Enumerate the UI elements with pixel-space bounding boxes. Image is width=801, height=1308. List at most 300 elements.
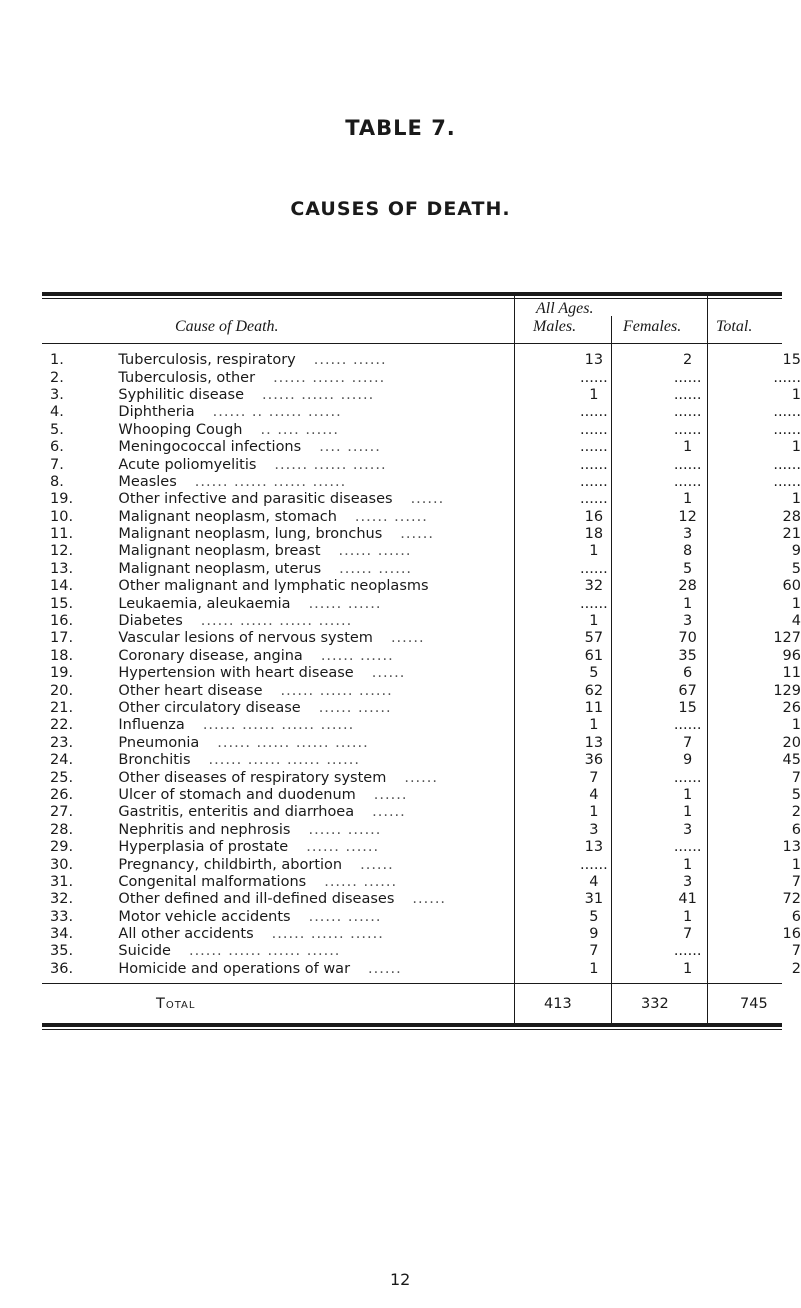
row-cause-label: Diabetes (118, 613, 183, 630)
row-cause-label: Coronary disease, angina (118, 647, 303, 664)
row-number: 5. (50, 421, 64, 438)
row-cause (118, 926, 546, 943)
row-cause-label: Hypertension with heart disease (118, 665, 354, 682)
row-males: 57 (584, 630, 604, 647)
row-males: ...... (580, 421, 608, 438)
row-total: 4 (791, 613, 801, 630)
row-cause-label: Leukaemia, aleukaemia (118, 595, 291, 612)
row-cause-label: Other heart disease (118, 682, 263, 699)
row-cause (118, 682, 546, 699)
table-row (44, 578, 801, 595)
table-row (44, 595, 801, 612)
row-cause (118, 874, 546, 891)
row-total: 5 (791, 786, 801, 803)
row-number: 16. (50, 613, 74, 630)
row-total: 5 (791, 560, 801, 577)
row-males: ...... (580, 404, 608, 421)
row-females: ...... (673, 456, 702, 473)
table-row (44, 422, 801, 439)
row-total: 2 (791, 804, 801, 821)
row-males: 36 (584, 752, 604, 769)
row-cause-label: Syphilitic disease (118, 386, 245, 403)
row-males: 3 (589, 821, 599, 838)
row-cause-label: Measles (118, 473, 177, 490)
row-cause-label: Pregnancy, childbirth, abortion (118, 856, 343, 873)
row-total: 28 (782, 508, 801, 525)
row-males: ...... (580, 560, 608, 577)
table-row (44, 682, 801, 699)
row-total: ...... (773, 456, 801, 473)
table-row (44, 891, 801, 908)
row-females: 1 (683, 786, 693, 803)
row-cause (118, 804, 546, 821)
row-cause (118, 526, 546, 543)
row-cause (118, 543, 546, 560)
row-males: 5 (589, 665, 599, 682)
row-females: 8 (683, 543, 693, 560)
row-leader-dots: ...... (410, 491, 445, 508)
row-males: 62 (584, 682, 604, 699)
bottom-rule (42, 1023, 782, 1027)
top-rule (42, 292, 782, 296)
row-females: 70 (678, 630, 697, 647)
row-males: 4 (589, 873, 599, 890)
row-females: 5 (683, 560, 693, 577)
causes-table (44, 352, 801, 978)
row-number: 15. (50, 595, 74, 612)
row-number: 27. (50, 804, 74, 821)
row-leader-dots: ...... ...... ...... (262, 386, 375, 403)
row-leader-dots: ...... .. ...... ...... (212, 404, 342, 421)
row-cause-label: Other infective and parasitic diseases (118, 491, 393, 508)
row-total: 127 (773, 630, 801, 647)
row-cause (118, 439, 546, 456)
row-leader-dots: ...... ...... ...... ...... (194, 473, 347, 490)
row-number: 4. (50, 404, 64, 421)
row-females: 9 (683, 752, 693, 769)
row-total: 1 (791, 856, 801, 873)
row-cause (118, 822, 546, 839)
row-females: 67 (678, 682, 697, 699)
row-leader-dots: ...... (404, 769, 438, 786)
row-number: 21. (50, 700, 74, 716)
row-males: 11 (584, 700, 604, 716)
row-cause-label: Gastritis, enteritis and diarrhoea (118, 804, 355, 821)
row-females: 1 (683, 491, 693, 508)
row-number: 24. (50, 752, 74, 769)
row-females: 2 (683, 352, 693, 369)
row-females: ...... (673, 421, 702, 438)
row-number: 12. (50, 543, 74, 560)
row-females: 3 (683, 821, 693, 838)
row-females: ...... (673, 769, 702, 786)
row-leader-dots: ...... ...... (308, 595, 382, 612)
row-cause-label: Malignant neoplasm, uterus (118, 560, 322, 577)
total-label: Total (156, 996, 196, 1012)
row-number: 22. (50, 717, 74, 734)
row-cause-label: Meningococcal infections (118, 439, 302, 456)
row-leader-dots: ...... (360, 856, 394, 873)
row-males: 1 (589, 386, 599, 403)
row-cause (118, 613, 546, 630)
row-females: 6 (683, 665, 693, 682)
row-cause (118, 909, 546, 926)
row-cause (118, 561, 546, 578)
table-row (44, 439, 801, 456)
row-males: 13 (584, 734, 604, 751)
header-cause: Cause of Death. (175, 318, 279, 335)
row-number: 20. (50, 682, 74, 699)
row-cause (118, 735, 546, 752)
row-total: 7 (791, 769, 801, 786)
row-leader-dots: ...... ...... ...... ...... (202, 717, 355, 734)
row-total: 20 (782, 734, 801, 751)
row-females: 3 (683, 526, 693, 543)
row-cause (118, 387, 546, 404)
row-leader-dots: ...... (390, 630, 425, 647)
row-number: 3. (50, 386, 64, 403)
row-leader-dots: ...... ...... ...... ...... (200, 613, 353, 630)
header-rule (42, 343, 782, 344)
row-females: ...... (673, 839, 702, 856)
row-number: 32. (50, 891, 74, 908)
row-leader-dots: ...... ...... ...... ...... (217, 734, 369, 751)
row-males: 13 (584, 839, 604, 856)
row-males: 32 (584, 578, 604, 595)
table-row (44, 387, 801, 404)
row-males: 61 (584, 647, 604, 664)
row-leader-dots: ...... ...... (339, 560, 413, 577)
header-females: Females. (623, 318, 682, 335)
row-females: 1 (683, 960, 693, 977)
row-cause-label: Pneumonia (118, 734, 200, 751)
table-row (44, 474, 801, 491)
row-cause (118, 717, 546, 734)
table-row (44, 509, 801, 526)
row-males: 9 (589, 926, 599, 943)
row-cause (118, 752, 546, 769)
table-row (44, 822, 801, 839)
row-cause-label: Motor vehicle accidents (118, 908, 291, 925)
row-females: 28 (678, 578, 697, 595)
row-leader-dots: ...... (400, 526, 434, 543)
row-total: 7 (791, 873, 801, 890)
row-number: 13. (50, 560, 74, 577)
row-females: ...... (673, 717, 702, 734)
row-leader-dots: ...... ...... (308, 821, 382, 838)
row-females: 41 (678, 891, 697, 908)
row-males: 1 (589, 613, 599, 630)
row-females: 3 (683, 873, 693, 890)
row-males: ...... (580, 369, 608, 386)
row-number: 28. (50, 821, 74, 838)
row-males: ...... (580, 595, 608, 612)
row-cause-label: Other circulatory disease (118, 700, 301, 716)
row-number: 25. (50, 769, 74, 786)
row-cause (118, 491, 546, 508)
row-number: 23. (50, 734, 74, 751)
row-males: 18 (584, 526, 604, 543)
row-cause (118, 961, 546, 978)
row-number: 11. (50, 526, 74, 543)
row-leader-dots: ...... (412, 891, 447, 908)
table-row (44, 804, 801, 821)
table-row (44, 961, 801, 978)
row-total: 1 (791, 491, 801, 508)
row-cause (118, 769, 546, 786)
row-total: 21 (782, 526, 801, 543)
row-number: 17. (50, 630, 74, 647)
row-females: ...... (673, 369, 702, 386)
row-males: 5 (589, 908, 599, 925)
table-row (44, 926, 801, 943)
row-total: 2 (791, 960, 801, 977)
row-total: ...... (773, 404, 801, 421)
row-leader-dots: ...... ...... ...... ...... (208, 752, 360, 769)
row-number: 36. (50, 960, 74, 977)
row-males: 4 (589, 786, 599, 803)
row-leader-dots: ...... ...... (338, 543, 412, 560)
row-cause-label: Other diseases of respiratory system (118, 769, 387, 786)
row-total: 72 (782, 891, 801, 908)
row-cause-label: Nephritis and nephrosis (118, 821, 291, 838)
row-total: 7 (791, 943, 801, 960)
row-total: 11 (782, 665, 801, 682)
row-number: 18. (50, 647, 74, 664)
row-cause-label: Tuberculosis, respiratory (118, 352, 296, 369)
total-females: 332 (641, 996, 669, 1012)
row-cause (118, 787, 546, 804)
row-males: 31 (584, 891, 604, 908)
row-number: 6. (50, 439, 64, 456)
table-row (44, 943, 801, 960)
row-cause-label: Suicide (118, 943, 171, 960)
row-females: 15 (678, 700, 697, 716)
row-cause-label: All other accidents (118, 926, 254, 943)
row-cause (118, 474, 546, 491)
row-number: 8. (50, 473, 64, 490)
row-total: 16 (782, 926, 801, 943)
row-males: ...... (580, 473, 608, 490)
row-leader-dots: ...... ...... (320, 647, 394, 664)
table-row (44, 787, 801, 804)
row-cause-label: Bronchitis (118, 752, 191, 769)
row-males: 7 (589, 769, 599, 786)
row-females: ...... (673, 404, 702, 421)
row-number: 26. (50, 786, 74, 803)
row-females: 1 (683, 439, 693, 456)
table-row (44, 769, 801, 786)
row-number: 35. (50, 943, 74, 960)
row-cause (118, 839, 546, 856)
row-leader-dots: ...... ...... (324, 873, 398, 890)
row-total: 6 (791, 821, 801, 838)
row-leader-dots: ...... (371, 665, 406, 682)
row-total: ...... (773, 369, 801, 386)
table-row (44, 352, 801, 369)
row-males: ...... (580, 491, 608, 508)
row-number: 19. (50, 665, 74, 682)
row-total: 15 (782, 352, 801, 369)
table-row (44, 856, 801, 873)
row-total: ...... (773, 473, 801, 490)
row-number: 34. (50, 926, 74, 943)
row-total: ...... (773, 421, 801, 438)
row-males: 16 (584, 508, 604, 525)
row-total: 45 (782, 752, 801, 769)
row-leader-dots: ...... ...... (354, 508, 428, 525)
row-cause (118, 456, 546, 473)
total-total: 745 (740, 996, 768, 1012)
row-total: 13 (782, 839, 801, 856)
row-total: 26 (782, 700, 801, 716)
row-males: ...... (580, 456, 608, 473)
row-females: 7 (683, 734, 693, 751)
table-row (44, 909, 801, 926)
row-number: 19. (50, 491, 74, 508)
row-females: 1 (683, 595, 693, 612)
row-cause-label: Other malignant and lymphatic neoplasms (118, 578, 429, 595)
row-leader-dots: ...... ...... ...... (271, 926, 384, 943)
row-cause-label: Other defined and ill-defined diseases (118, 891, 395, 908)
table-row (44, 717, 801, 734)
row-cause (118, 648, 546, 665)
row-males: 1 (589, 804, 599, 821)
table-row (44, 491, 801, 508)
row-males: ...... (580, 856, 608, 873)
total-males: 413 (544, 996, 572, 1012)
row-cause-label: Influenza (118, 717, 185, 734)
row-cause-label: Ulcer of stomach and duodenum (118, 786, 356, 803)
table-row (44, 404, 801, 421)
header-males: Males. (533, 318, 577, 335)
row-number: 10. (50, 508, 74, 525)
row-cause-label: Malignant neoplasm, stomach (118, 508, 337, 525)
row-number: 7. (50, 456, 64, 473)
row-total: 1 (791, 717, 801, 734)
total-rule (42, 983, 782, 984)
row-cause-label: Congenital malformations (118, 873, 307, 890)
row-number: 14. (50, 578, 74, 595)
row-females: 12 (678, 508, 697, 525)
row-leader-dots: ...... ...... (313, 352, 387, 369)
row-cause (118, 700, 546, 717)
table-row (44, 874, 801, 891)
table-row (44, 752, 801, 769)
row-cause-label: Whooping Cough (118, 421, 243, 438)
row-number: 1. (50, 352, 64, 369)
row-cause (118, 943, 546, 960)
row-number: 31. (50, 873, 74, 890)
table-row (44, 526, 801, 543)
row-cause (118, 369, 546, 386)
row-females: 3 (683, 613, 693, 630)
row-cause-label: Malignant neoplasm, lung, bronchus (118, 526, 383, 543)
table-row (44, 543, 801, 560)
row-leader-dots: ...... (372, 804, 406, 821)
row-leader-dots: ...... ...... (318, 700, 392, 716)
row-males: 1 (589, 543, 599, 560)
row-cause (118, 630, 546, 647)
row-cause-label: Acute poliomyelitis (118, 456, 257, 473)
table-row (44, 613, 801, 630)
row-males: 13 (584, 352, 604, 369)
table-label: TABLE 7. (345, 116, 456, 140)
row-leader-dots: .. .... ...... (260, 421, 340, 438)
header-all-ages: All Ages. (536, 300, 594, 317)
row-males: 1 (589, 960, 599, 977)
row-females: 1 (683, 804, 693, 821)
row-females: 1 (683, 908, 693, 925)
row-cause (118, 578, 546, 595)
row-total: 1 (791, 439, 801, 456)
row-cause (118, 856, 546, 873)
row-males: 7 (589, 943, 599, 960)
row-total: 1 (791, 386, 801, 403)
row-leader-dots: ...... (373, 786, 408, 803)
table-row (44, 369, 801, 386)
row-males: ...... (580, 439, 608, 456)
row-total: 60 (782, 578, 801, 595)
row-cause-label: Vascular lesions of nervous system (118, 630, 373, 647)
row-total: 96 (782, 647, 801, 664)
row-leader-dots: ...... ...... ...... (280, 682, 393, 699)
row-total: 6 (791, 908, 801, 925)
row-cause-label: Diphtheria (118, 404, 195, 421)
row-cause (118, 509, 546, 526)
header-total: Total. (716, 318, 753, 335)
row-males: 1 (589, 717, 599, 734)
row-leader-dots: ...... ...... ...... (273, 369, 386, 386)
row-number: 33. (50, 908, 74, 925)
row-leader-dots: ...... ...... ...... ...... (188, 943, 341, 960)
bottom-rule-thin (42, 1029, 782, 1030)
row-females: 7 (683, 926, 693, 943)
row-number: 2. (50, 369, 64, 386)
table-row (44, 630, 801, 647)
row-total: 129 (773, 682, 801, 699)
table-row (44, 456, 801, 473)
row-females: 35 (678, 647, 697, 664)
row-cause (118, 595, 546, 612)
row-leader-dots: .... ...... (319, 439, 381, 456)
row-number: 30. (50, 856, 74, 873)
row-females: ...... (673, 386, 702, 403)
top-rule-thin (42, 298, 782, 299)
row-total: 1 (791, 595, 801, 612)
row-cause (118, 352, 546, 369)
row-females: 1 (683, 856, 693, 873)
table-row (44, 839, 801, 856)
row-leader-dots: ...... ...... ...... (274, 456, 387, 473)
table-row (44, 665, 801, 682)
row-cause (118, 891, 546, 908)
table-row (44, 561, 801, 578)
table-row (44, 648, 801, 665)
row-females: ...... (673, 473, 702, 490)
page-title: CAUSES OF DEATH. (290, 198, 511, 220)
row-cause (118, 404, 546, 421)
table-row (44, 700, 801, 717)
row-females: ...... (673, 943, 702, 960)
row-cause-label: Tuberculosis, other (118, 369, 256, 386)
page-number: 12 (390, 1270, 411, 1289)
row-leader-dots: ...... ...... (308, 908, 382, 925)
row-number: 29. (50, 839, 74, 856)
table-row (44, 735, 801, 752)
row-cause (118, 665, 546, 682)
row-cause-label: Hyperplasia of prostate (118, 839, 289, 856)
